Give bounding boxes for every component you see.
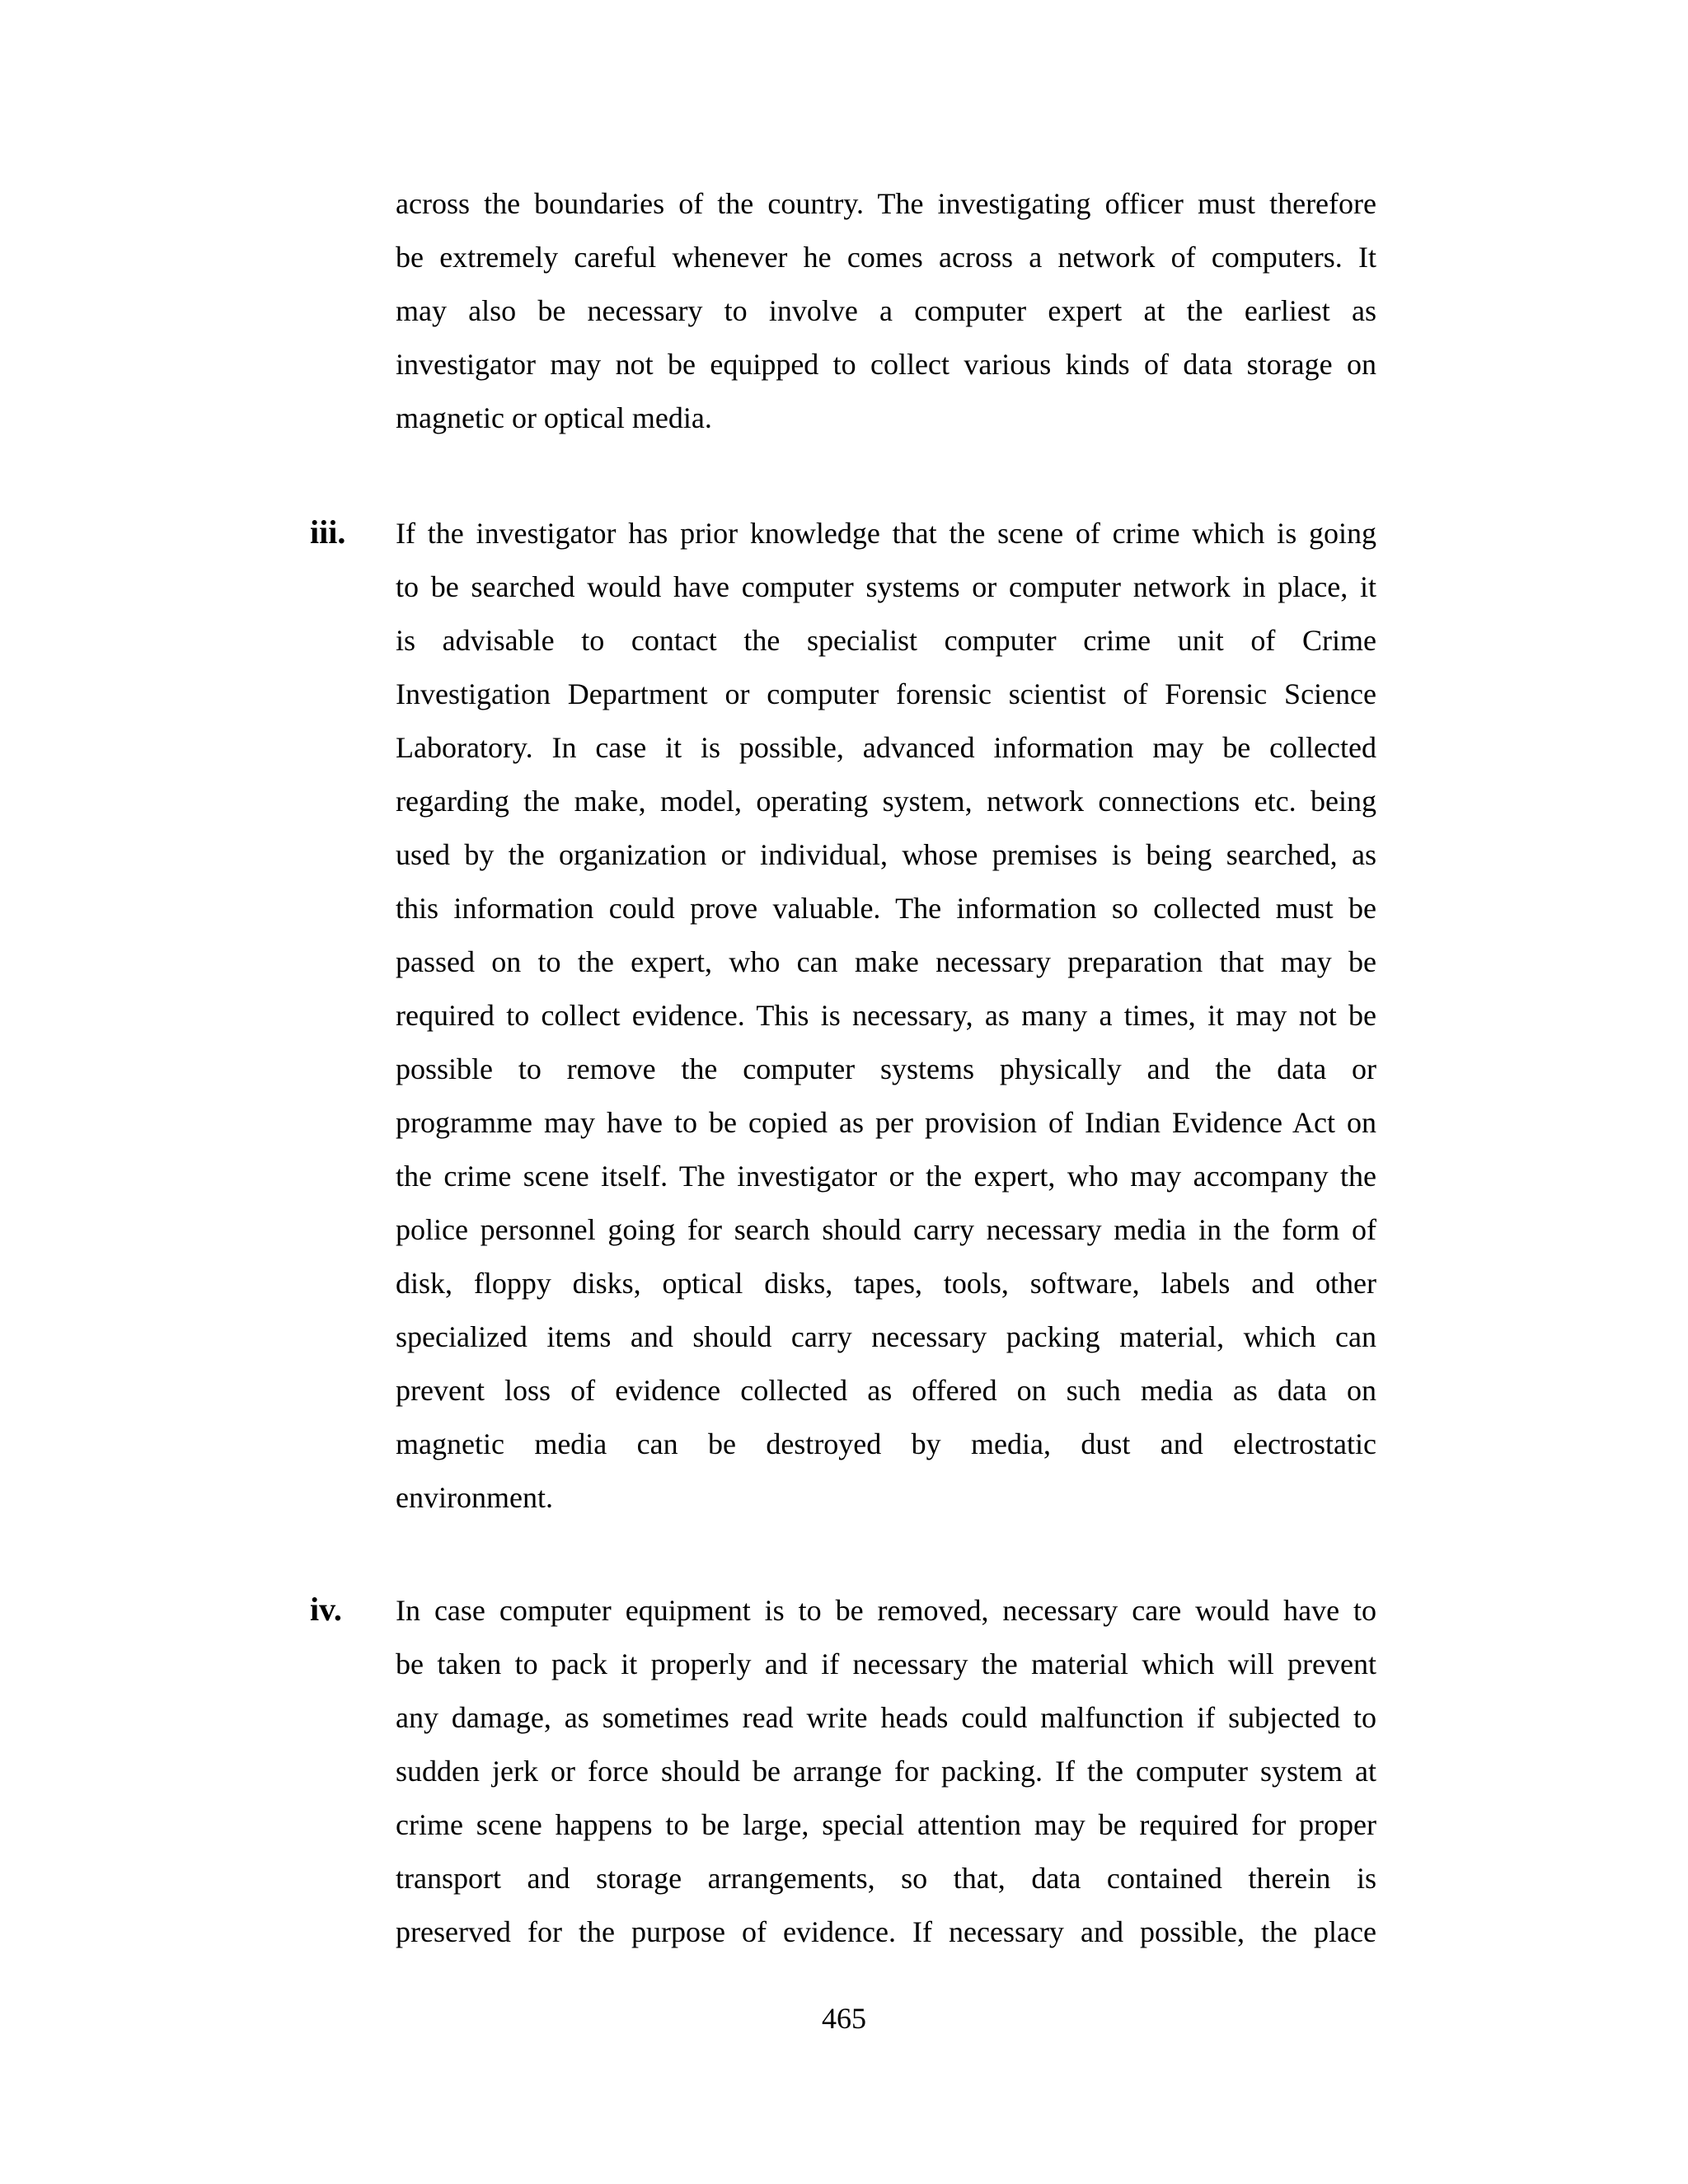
paragraph-line: used by the organization or individual, whose premises is being searched, as [396,838,1376,871]
paragraph-line: across the boundaries of the country. The investigating officer must therefore [396,187,1376,220]
paragraph-line: be taken to pack it properly and if necessary the material which will prevent [396,1647,1376,1680]
list-marker-iv: iv. [310,1591,342,1628]
paragraph-line: prevent loss of evidence collected as offered on such media as data on [396,1374,1376,1407]
list-item-iv-paragraph [396,1584,1376,1959]
paragraph-line: specialized items and should carry necessary packing material, which can [396,1320,1376,1353]
paragraph-line: environment. [396,1481,553,1514]
paragraph-line: required to collect evidence. This is necessary, as many a times, it may not be [396,999,1376,1032]
paragraph-line: transport and storage arrangements, so that, data contained therein is [396,1862,1376,1895]
page-number: 465 [822,2002,866,2035]
paragraph-line: magnetic media can be destroyed by media, dust and electrostatic [396,1427,1376,1460]
paragraph-line: to be searched would have computer systems or computer network in place, it [396,570,1376,603]
paragraph-line: magnetic or optical media. [396,401,712,434]
paragraph-line: investigator may not be equipped to collect various kinds of data storage on [396,348,1376,381]
continuation-paragraph [396,177,1376,445]
paragraph-line: be extremely careful whenever he comes across a network of computers. It [396,241,1376,274]
paragraph-line: regarding the make, model, operating system, network connections etc. being [396,785,1376,818]
paragraph-line: programme may have to be copied as per provision of Indian Evidence Act on [396,1106,1376,1139]
paragraph-line: passed on to the expert, who can make necessary preparation that may be [396,945,1376,978]
paragraph-line: possible to remove the computer systems physically and the data or [396,1052,1376,1085]
paragraph-line: this information could prove valuable. The information so collected must be [396,892,1376,925]
list-item-iii-paragraph [396,507,1376,1525]
paragraph-line: disk, floppy disks, optical disks, tapes, tools, software, labels and other [396,1267,1376,1300]
paragraph-line: any damage, as sometimes read write heads could malfunction if subjected to [396,1701,1376,1734]
paragraph-line: may also be necessary to involve a computer expert at the earliest as [396,294,1376,327]
paragraph-line: Laboratory. In case it is possible, advanced information may be collected [396,731,1376,764]
paragraph-line: the crime scene itself. The investigator or the expert, who may accompany the [396,1160,1376,1193]
paragraph-line: preserved for the purpose of evidence. If necessary and possible, the place [396,1915,1376,1948]
paragraph-line: Investigation Department or computer forensic scientist of Forensic Science [396,677,1376,710]
list-marker-iii: iii. [310,513,346,551]
paragraph-line: sudden jerk or force should be arrange for packing. If the computer system at [396,1755,1376,1788]
paragraph-line: In case computer equipment is to be removed, necessary care would have to [396,1594,1376,1627]
paragraph-line: If the investigator has prior knowledge that the scene of crime which is going [396,517,1376,550]
paragraph-line: crime scene happens to be large, special attention may be required for proper [396,1808,1376,1841]
paragraph-line: police personnel going for search should carry necessary media in the form of [396,1213,1376,1246]
paragraph-line: is advisable to contact the specialist computer crime unit of Crime [396,624,1376,657]
